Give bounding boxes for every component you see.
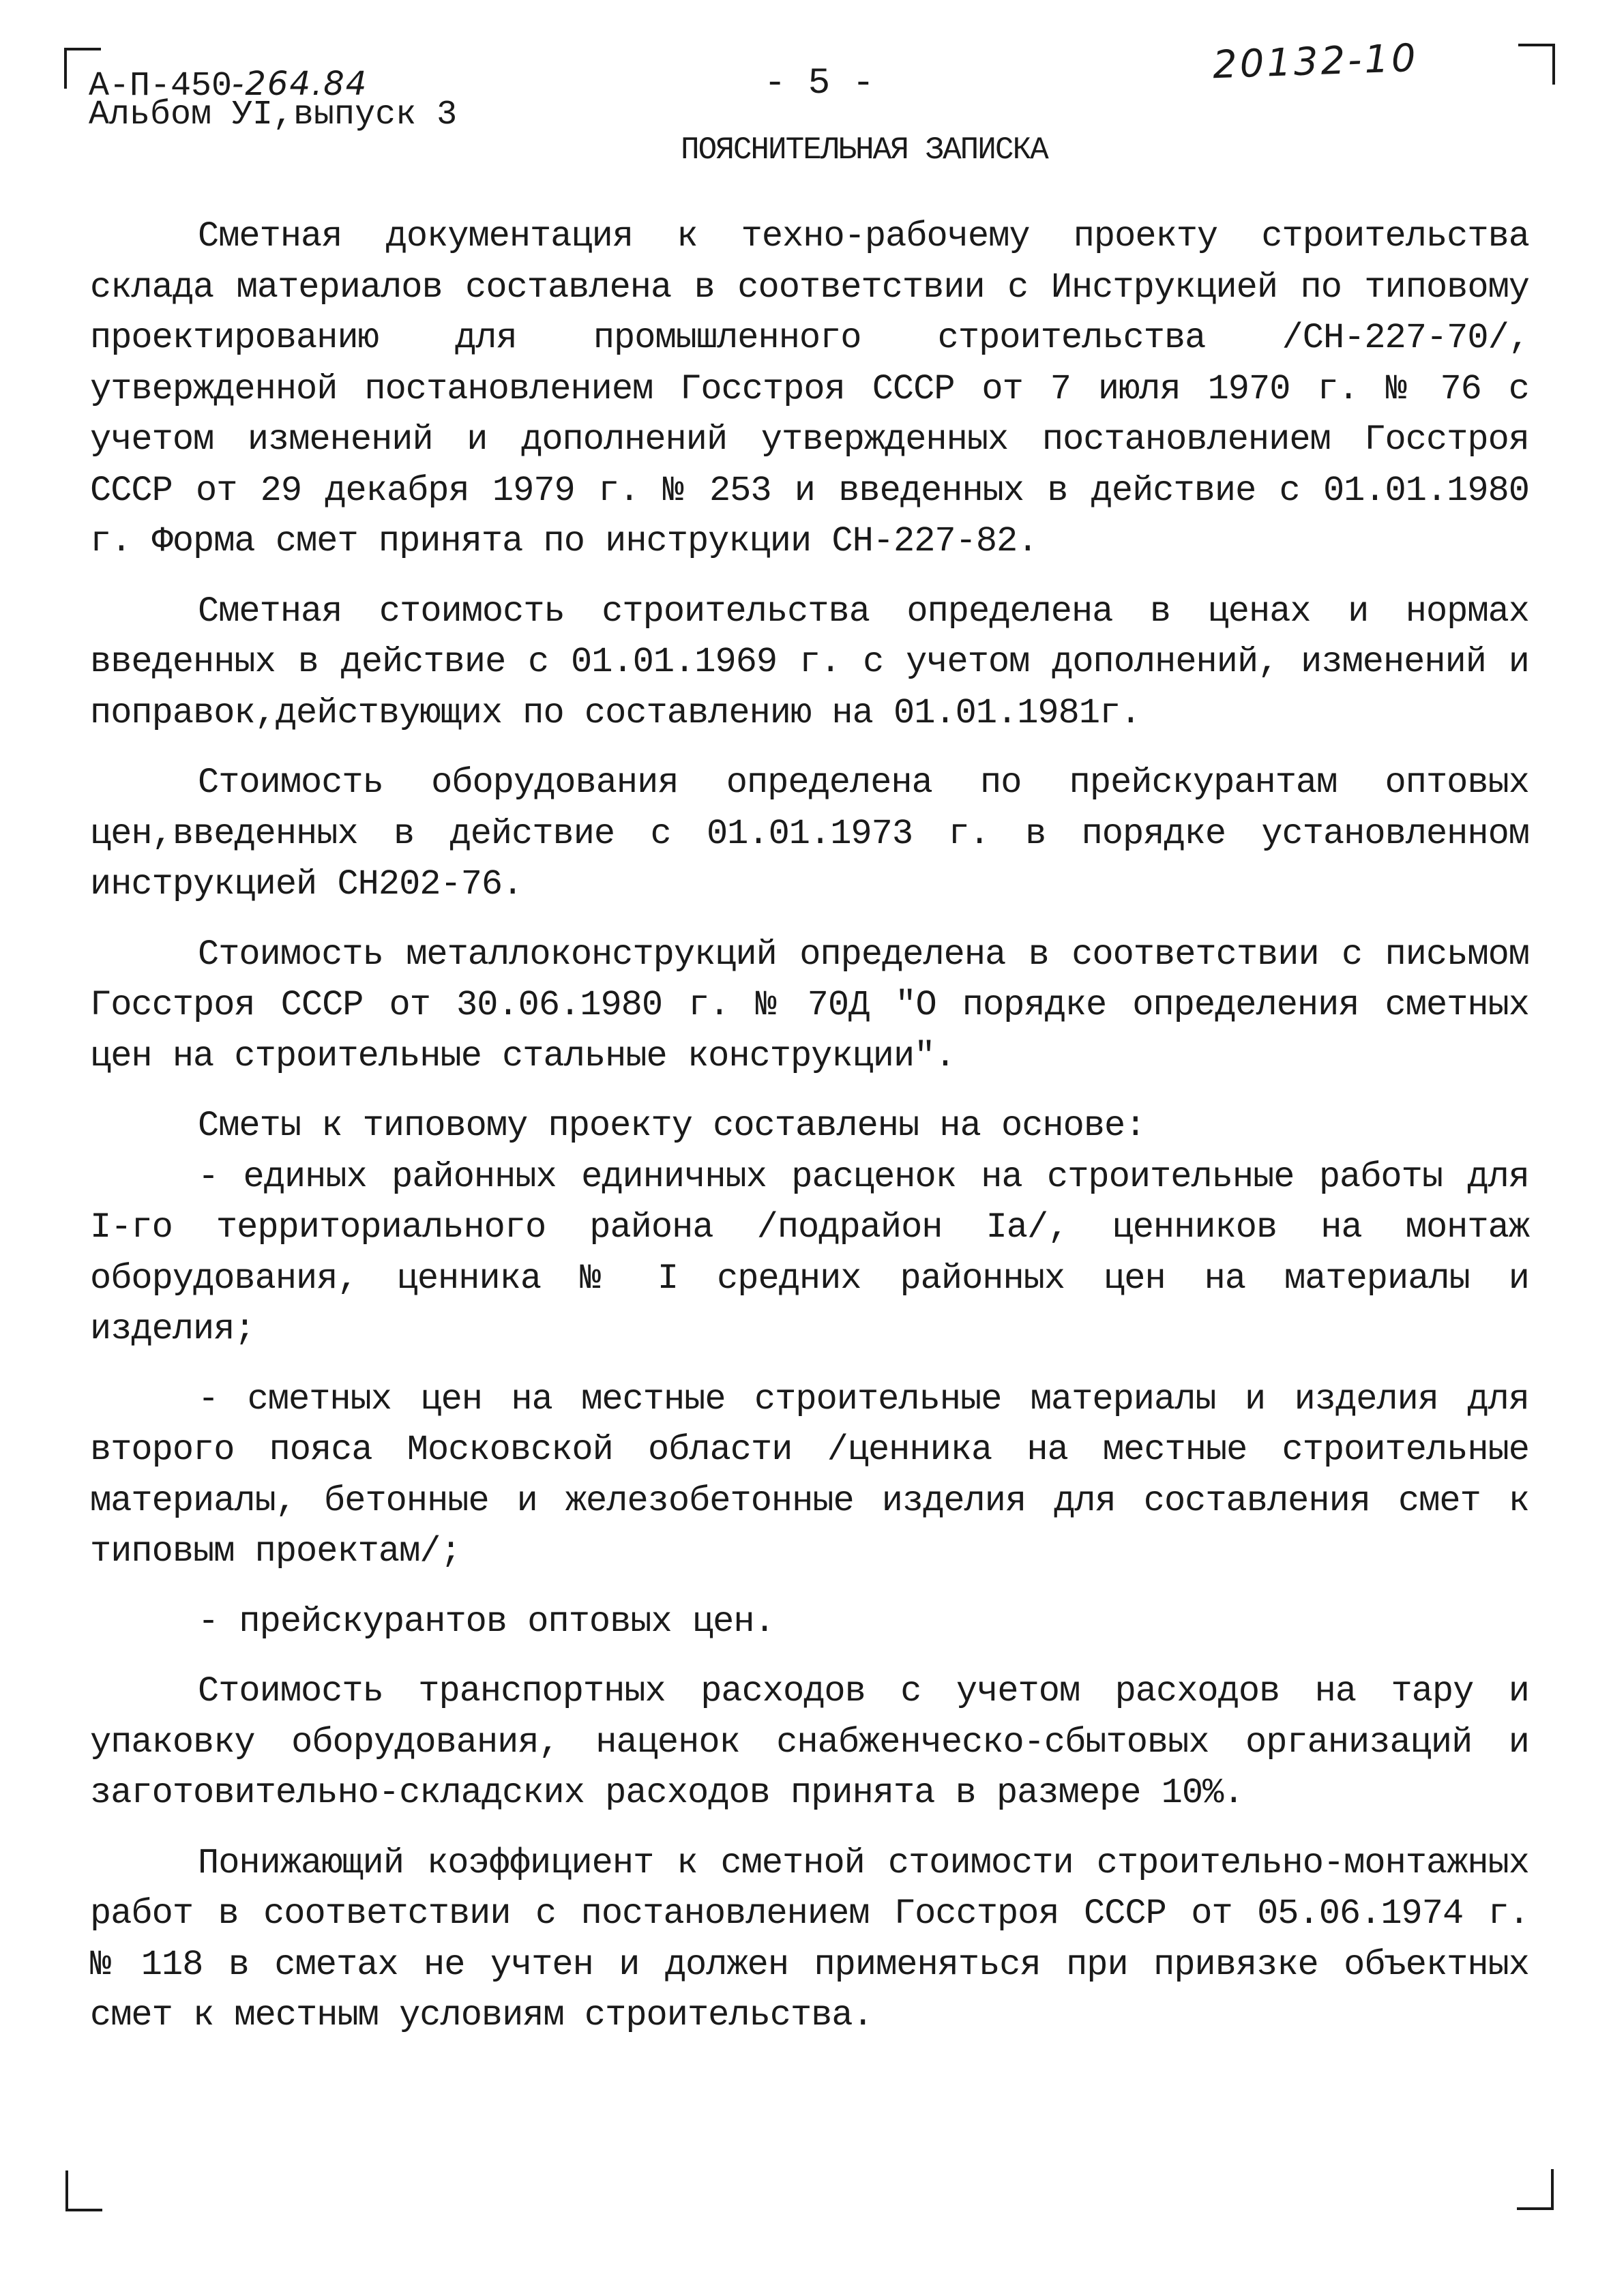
paragraph-estimates-basis: Сметы к типовому проекту составлены на основе: (198, 1106, 1146, 1146)
corner-mark-bottom-right (1517, 2169, 1554, 2210)
corner-mark-top-right (1518, 44, 1555, 85)
paragraph-reduction-coefficient: Понижающий коэффициент к сметной стоимости строительно-монтажных работ в соответствии с постановлением Госстроя СССР от 05.06.1974 г. № 118 в сметах не учтен и должен применяться при привязке объектных смет к местным условиям строительства. (90, 1842, 1529, 2035)
list-item-unit-rates: - единых районных единичных расценок на строительные работы для I-го территориального района /подрайон Iа/, ценников на монтаж оборудования, ценника № I средних районных цен на материалы и изделия; (90, 1156, 1529, 1349)
handwritten-stamp-number: 20132-10 (1211, 35, 1419, 88)
list-item-local-materials: - сметных цен на местные строительные материалы и изделия для второго пояса Московской области /ценника на местные строительные материалы, бетонные и железобетонные изделия для составления смет к типовым проектам/; (90, 1379, 1529, 1572)
album-issue: Альбом УI,выпуск 3 (89, 95, 458, 134)
paragraph-estimate-documentation: Сметная документация к техно-рабочему проекту строительства склада материалов составлена в соответствии с Инструкцией по типовому проектированию для промышленного строительства /СН-227-70/, утвержденной постановлением Госстроя СССР от 7 июля 1970 г. № 76 с учетом изменений и дополнений утвержденных постановлением Госстроя СССР от 29 декабря 1979 г. № 253 и введенных в действие с 01.01.1980 г. Форма смет принята по инструкции СН-227-82. (90, 216, 1529, 561)
explanatory-note-body (90, 211, 1529, 2061)
document-code-handwritten: -264.84 (232, 65, 368, 103)
page-title: ПОЯСНИТЕЛЬНАЯ ЗАПИСКА (681, 132, 1048, 168)
paragraph-estimate-cost: Сметная стоимость строительства определена в ценах и нормах введенных в действие с 01.01.1969 г. с учетом дополнений, изменений и поправок,действующих по составлению на 01.01.1981г. (90, 591, 1529, 733)
document-code-typed: А-П-450 (89, 67, 233, 106)
paragraph-equipment-cost: Стоимость оборудования определена по прейскурантам оптовых цен,введенных в действие с 01.01.1973 г. в порядке установленном инструкцией СН202-76. (90, 763, 1529, 904)
page-number: - 5 - (764, 63, 875, 104)
list-item-wholesale-price-lists: - прейскурантов оптовых цен. (198, 1601, 775, 1642)
paragraph-transport-costs: Стоимость транспортных расходов с учетом расходов на тару и упаковку оборудования, наценок снабженческо-сбытовых организаций и заготовительно-складских расходов принята в размере 10%. (90, 1671, 1529, 1813)
corner-mark-bottom-left (65, 2170, 102, 2211)
paragraph-metal-structures-cost: Стоимость металлоконструкций определена в соответствии с письмом Госстроя СССР от 30.06.1980 г. № 70Д "О порядке определения сметных цен на строительные стальные конструкции". (90, 934, 1529, 1076)
